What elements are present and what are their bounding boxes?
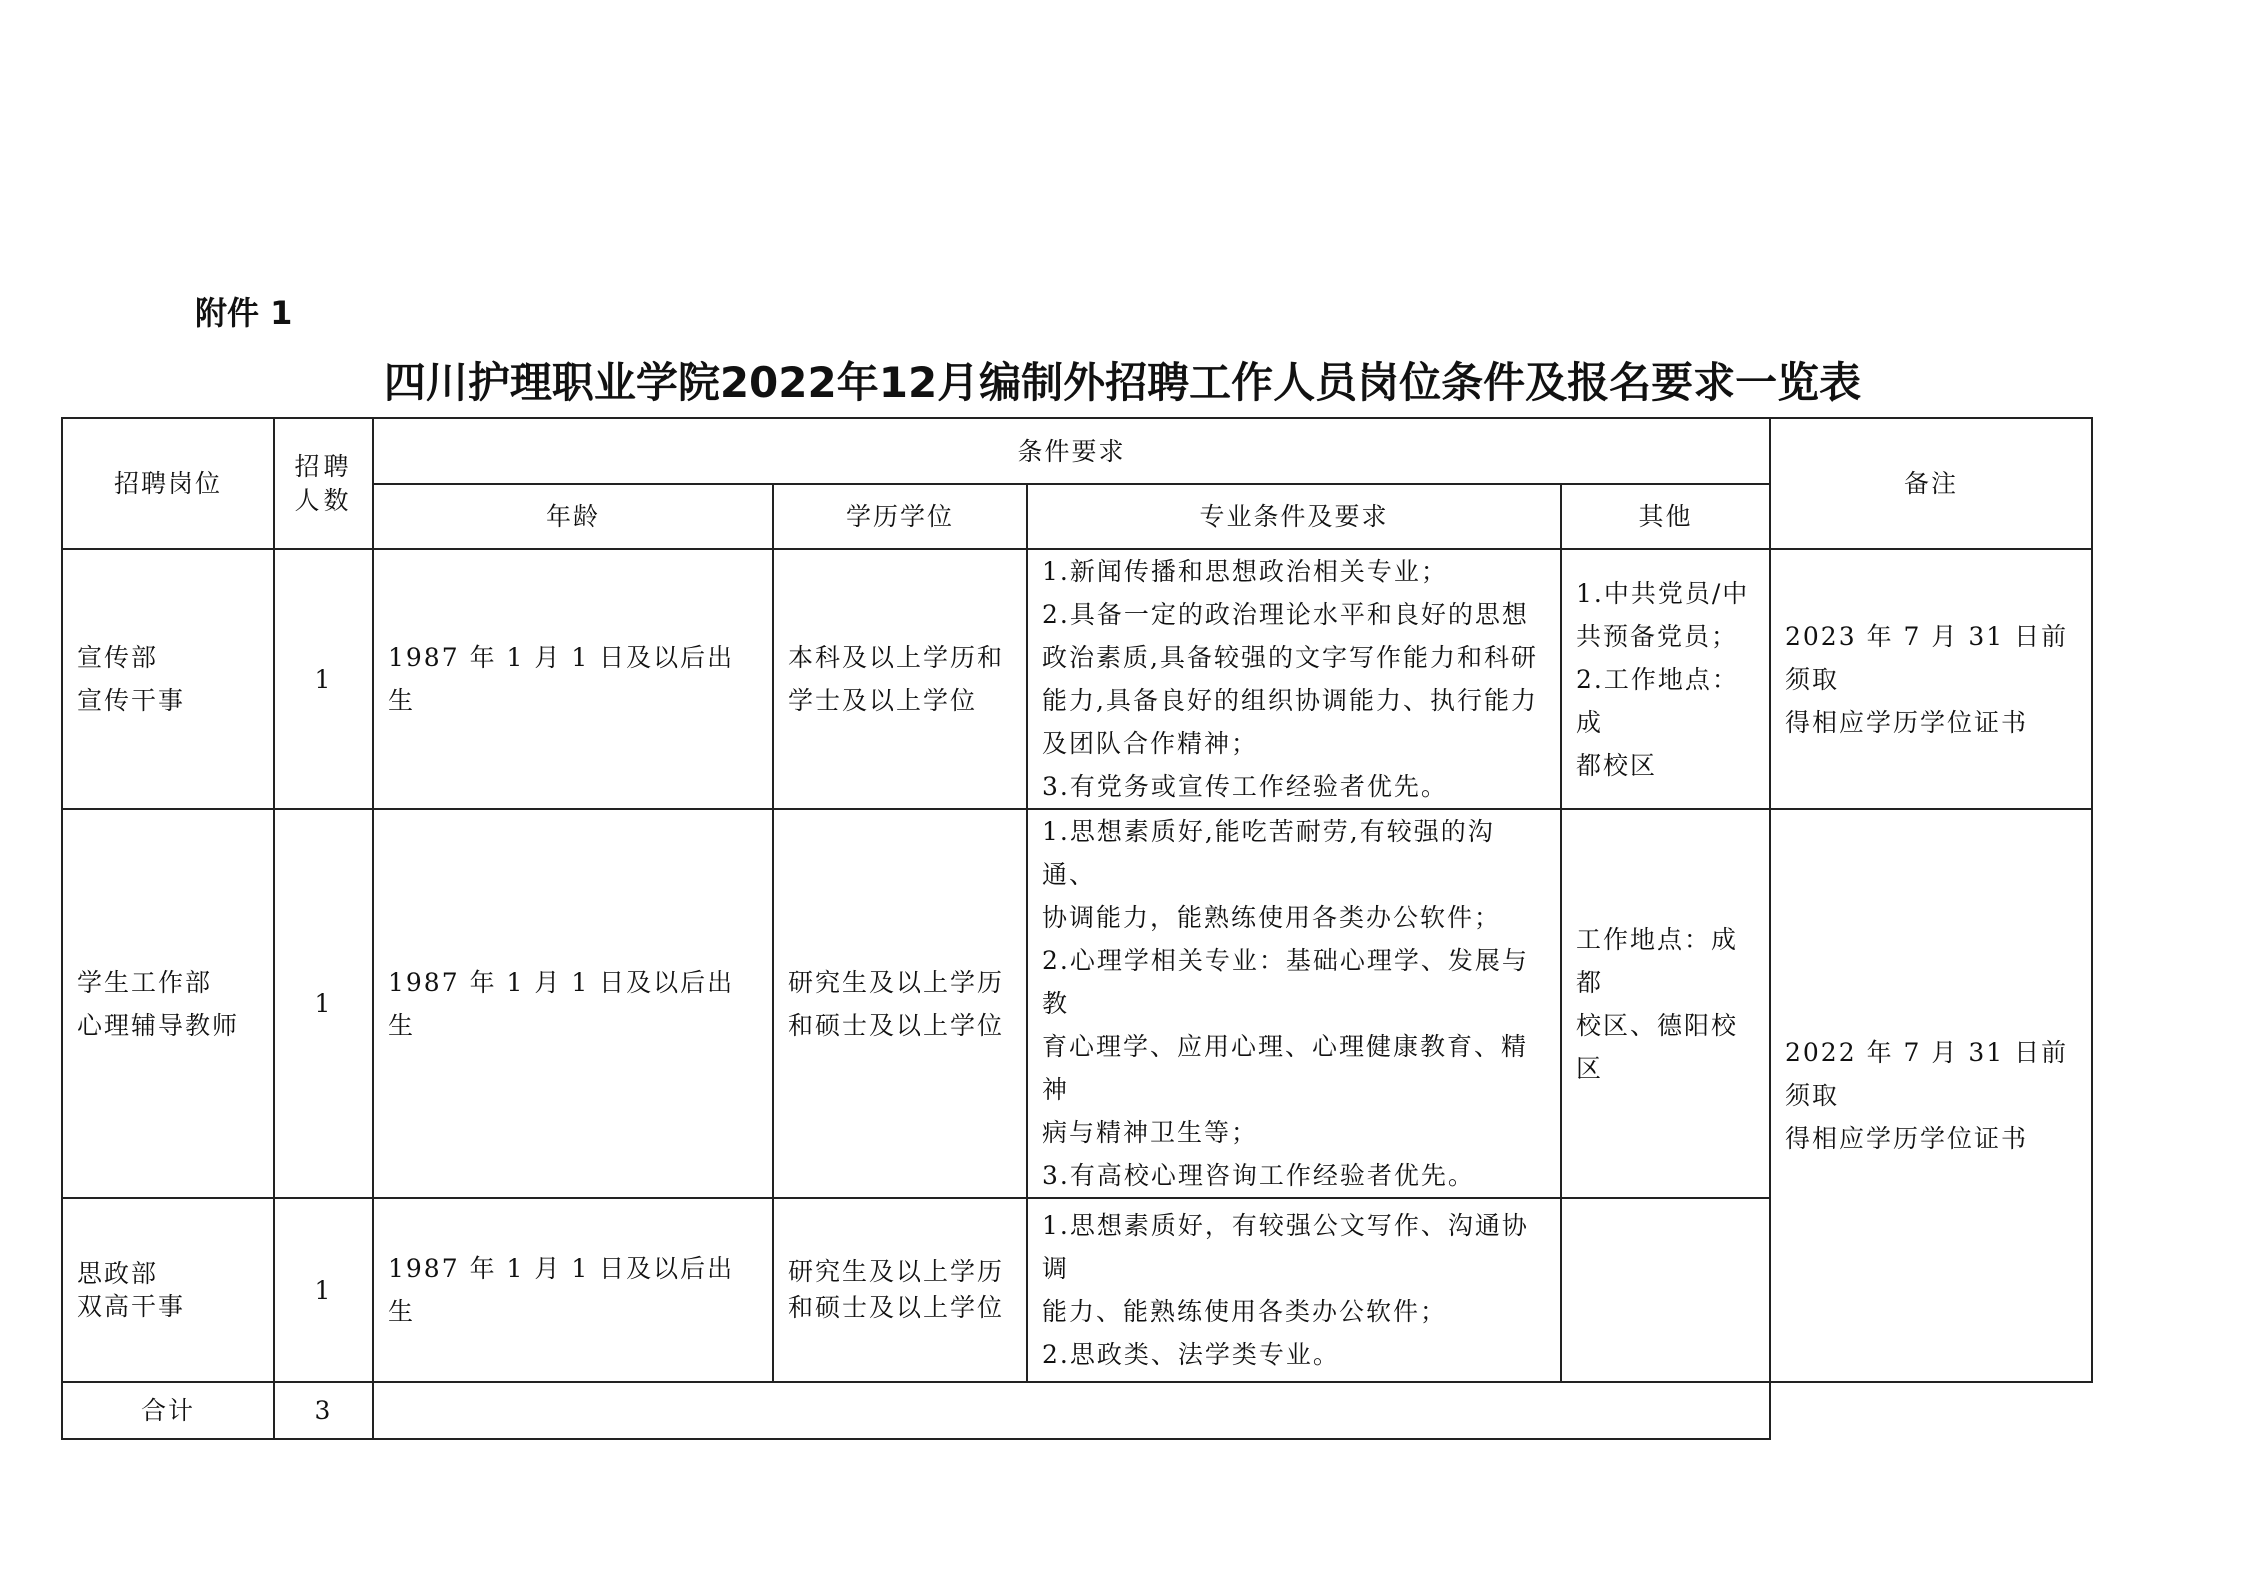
major-line: 育心理学、应用心理、心理健康教育、精神: [1042, 1032, 1529, 1104]
remarks-line: 2022 年 7 月 31 日前须取: [1785, 1038, 2069, 1110]
major-line: 3.有党务或宣传工作经验者优先。: [1042, 772, 1448, 801]
age-cell: 1987 年 1 月 1 日及以后出生: [373, 809, 773, 1198]
other-cell: [1561, 809, 1770, 1198]
major-line: 1.思想素质好，有较强公文写作、沟通协调: [1042, 1211, 1529, 1283]
major-line: 能力,具备良好的组织协调能力、执行能力: [1042, 686, 1538, 715]
role-name: 心理辅导教师: [77, 1010, 240, 1040]
education-cell: [773, 549, 1027, 809]
role-name: 宣传干事: [77, 686, 186, 715]
count-cell: 1: [274, 1198, 373, 1382]
major-line: 能力、能熟练使用各类办公软件；: [1042, 1297, 1448, 1326]
remarks-line: 得相应学历学位证书: [1785, 1124, 2029, 1153]
major-line: 2.具备一定的政治理论水平和良好的思想: [1042, 600, 1529, 629]
role-name: 双高干事: [77, 1292, 186, 1321]
age-cell: 1987 年 1 月 1 日及以后出生: [373, 1198, 773, 1382]
position-cell: [62, 1198, 274, 1382]
education-cell: [773, 1198, 1027, 1382]
document-title: 四川护理职业学院2022年12月编制外招聘工作人员岗位条件及报名要求一览表: [383, 358, 1862, 407]
education-cell: [773, 809, 1027, 1198]
other-cell: [1561, 549, 1770, 809]
remarks-line: 2023 年 7 月 31 日前须取: [1785, 621, 2069, 694]
major-line: 1.新闻传播和思想政治相关专业；: [1042, 557, 1448, 586]
header-remarks: 备注: [1770, 418, 2092, 549]
other-line: 都校区: [1576, 750, 1658, 780]
total-row: [62, 1382, 2092, 1439]
dept-name: 学生工作部: [77, 967, 213, 997]
header-major: 专业条件及要求: [1027, 484, 1561, 549]
attachment-label: 附件 1: [195, 294, 293, 332]
header-conditions: 条件要求: [373, 418, 1770, 484]
major-line: 2.思政类、法学类专业。: [1042, 1340, 1340, 1369]
remarks-line: 得相应学历学位证书: [1785, 707, 2029, 737]
education-line: 本科及以上学历和: [788, 643, 1005, 672]
other-line: 共预备党员；: [1576, 621, 1739, 651]
other-line: 1.中共党员/中: [1576, 578, 1750, 608]
education-line: 和硕士及以上学位: [788, 1293, 1005, 1322]
header-row-1: [62, 418, 2092, 484]
recruitment-table: [61, 417, 2093, 1440]
header-position: 招聘岗位: [62, 418, 274, 549]
remarks-cell: [1770, 809, 2092, 1382]
dept-name: 思政部: [77, 1259, 159, 1288]
major-line: 3.有高校心理咨询工作经验者优先。: [1042, 1161, 1475, 1190]
education-line: 研究生及以上学历: [788, 1257, 1005, 1286]
total-empty: [1770, 1382, 2092, 1439]
major-line: 政治素质,具备较强的文字写作能力和科研: [1042, 643, 1538, 672]
major-line: 1.思想素质好,能吃苦耐劳,有较强的沟通、: [1042, 817, 1495, 889]
other-line: 工作地点：成都: [1576, 924, 1739, 997]
header-count-line1: 招聘: [294, 451, 353, 481]
major-cell: [1027, 809, 1561, 1198]
dept-name: 宣传部: [77, 643, 159, 672]
header-count: [274, 418, 373, 549]
total-count: 3: [274, 1382, 373, 1439]
header-other: 其他: [1561, 484, 1770, 549]
other-line: 校区、德阳校区: [1576, 1010, 1739, 1083]
count-cell: 1: [274, 549, 373, 809]
other-cell: [1561, 1198, 1770, 1382]
total-label: 合计: [62, 1382, 274, 1439]
education-line: 学士及以上学位: [788, 686, 978, 715]
major-line: 及团队合作精神；: [1042, 729, 1259, 758]
table-row: [62, 549, 2092, 809]
header-education: 学历学位: [773, 484, 1027, 549]
other-line: 2.工作地点：成: [1576, 664, 1739, 737]
age-cell: 1987 年 1 月 1 日及以后出生: [373, 549, 773, 809]
header-count-line2: 人数: [294, 485, 353, 515]
major-line: 2.心理学相关专业：基础心理学、发展与教: [1042, 946, 1529, 1018]
remarks-cell: [1770, 549, 2092, 809]
total-blank: [373, 1382, 1770, 1439]
position-cell: [62, 809, 274, 1198]
count-cell: 1: [274, 809, 373, 1198]
header-age: 年龄: [373, 484, 773, 549]
table-row: [62, 809, 2092, 1198]
major-line: 病与精神卫生等；: [1042, 1118, 1259, 1147]
major-line: 协调能力，能熟练使用各类办公软件；: [1042, 903, 1502, 932]
education-line: 研究生及以上学历: [788, 967, 1005, 997]
major-cell: [1027, 1198, 1561, 1382]
education-line: 和硕士及以上学位: [788, 1010, 1005, 1040]
major-cell: [1027, 549, 1561, 809]
position-cell: [62, 549, 274, 809]
